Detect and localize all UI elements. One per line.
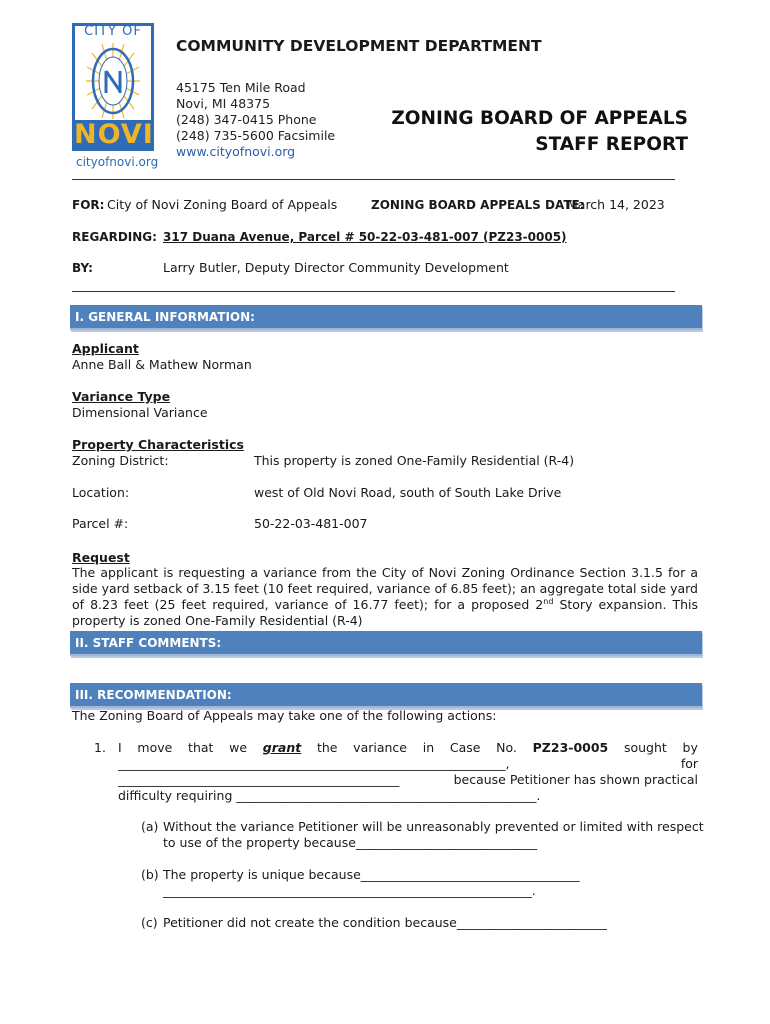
phone-number: (248) 347-0415 Phone — [176, 112, 317, 127]
variance-type-heading: Variance Type — [72, 389, 171, 404]
header-divider — [72, 179, 675, 180]
address-line-2: Novi, MI 48375 — [176, 96, 271, 111]
date-value: March 14, 2023 — [567, 197, 665, 212]
logo-url: cityofnovi.org — [76, 155, 159, 169]
blank-line: ______________________________________________________________, — [118, 756, 510, 771]
sub-item-b-line-1: The property is unique because___________________________________ — [163, 867, 580, 882]
zoning-district-label: Zoning District: — [72, 453, 169, 468]
item-1-line-3 — [118, 772, 698, 787]
word: No. — [496, 740, 517, 755]
by-label: BY: — [72, 261, 93, 275]
compass-emblem-icon — [84, 41, 142, 121]
for-value: City of Novi Zoning Board of Appeals — [107, 197, 338, 212]
parcel-value: 50-22-03-481-007 — [254, 516, 368, 531]
website-link[interactable]: www.cityofnovi.org — [176, 144, 296, 159]
location-label: Location: — [72, 485, 130, 500]
regarding-value: 317 Duana Avenue, Parcel # 50-22-03-481-007 (PZ23-0005) — [163, 230, 567, 244]
sub-item-a-label: (a) — [141, 819, 159, 834]
item-1-line-4: difficulty requiring ________________________________________________. — [118, 788, 541, 803]
variance-type-value: Dimensional Variance — [72, 405, 208, 420]
fax-number: (248) 735-5600 Facsimile — [176, 128, 336, 143]
word: variance — [353, 740, 407, 755]
word: Case — [449, 740, 481, 755]
applicant-heading: Applicant — [72, 341, 139, 356]
property-characteristics-heading: Property Characteristics — [72, 437, 244, 452]
by-value: Larry Butler, Deputy Director Community Development — [163, 260, 509, 275]
recommendation-intro: The Zoning Board of Appeals may take one of the following actions: — [72, 708, 497, 723]
item-1-number: 1. — [94, 740, 106, 755]
for-label: FOR: — [72, 198, 105, 212]
regarding-label: REGARDING: — [72, 230, 157, 244]
section-staff-comments: II. STAFF COMMENTS: — [70, 631, 702, 656]
zoning-district-value: This property is zoned One-Family Residential (R-4) — [254, 453, 575, 468]
request-heading: Request — [72, 550, 130, 565]
case-number: PZ23-0005 — [532, 740, 609, 755]
report-title-line-1: ZONING BOARD OF APPEALS — [391, 108, 688, 129]
request-text-part-1: The applicant is requesting a variance from the City of Novi Zoning Ordinance Section 3.1.5 for a side yard setback of 3.15 feet (10 feet required, variance of 6.85 feet); an aggregate total side yard of 8.23 feet (25 feet required, variance of 16.77 feet); for a proposed 2 — [72, 565, 698, 612]
word: that — [188, 740, 214, 755]
report-title — [391, 106, 688, 158]
request-text-part-2: Story expansion. This property is zoned One-Family Residential (R-4) — [72, 597, 698, 628]
word: move — [137, 740, 173, 755]
request-superscript: nd — [543, 596, 554, 606]
logo-wordmark: NOVI — [74, 119, 154, 150]
word: the — [316, 740, 338, 755]
request-paragraph — [72, 565, 698, 629]
report-title-line-2: STAFF REPORT — [535, 134, 688, 155]
word: sought — [623, 740, 667, 755]
word: in — [422, 740, 435, 755]
item-1-line-1 — [118, 740, 698, 755]
phrase: because Petitioner has shown practical — [453, 772, 698, 787]
sub-item-a-line-2: to use of the property because_____________________________ — [163, 835, 538, 850]
sub-item-b-line-2: ___________________________________________________________. — [163, 883, 536, 898]
grant-word: grant — [262, 740, 302, 755]
location-value: west of Old Novi Road, south of South Lake Drive — [254, 485, 562, 500]
blank-line: _____________________________________________ — [118, 772, 400, 787]
applicant-value: Anne Ball & Mathew Norman — [72, 357, 252, 372]
item-1-line-2 — [118, 756, 698, 771]
word: we — [229, 740, 248, 755]
sub-item-b-label: (b) — [141, 867, 159, 882]
section-recommendation: III. RECOMMENDATION: — [70, 683, 702, 708]
logo-city-of-text: CITY OF — [84, 24, 142, 39]
parcel-label: Parcel #: — [72, 516, 129, 531]
sub-item-c-line-1: Petitioner did not create the condition because________________________ — [163, 915, 607, 930]
word: I — [118, 740, 122, 755]
word: by — [682, 740, 698, 755]
department-name: COMMUNITY DEVELOPMENT DEPARTMENT — [176, 37, 542, 55]
address-line-1: 45175 Ten Mile Road — [176, 80, 306, 95]
section-general-information: I. GENERAL INFORMATION: — [70, 305, 702, 330]
meta-divider — [72, 291, 675, 292]
date-label: ZONING BOARD APPEALS DATE: — [371, 198, 585, 212]
sub-item-a-line-1: Without the variance Petitioner will be unreasonably prevented or limited with respect — [163, 819, 704, 834]
sub-item-c-label: (c) — [141, 915, 158, 930]
word: for — [680, 756, 698, 771]
